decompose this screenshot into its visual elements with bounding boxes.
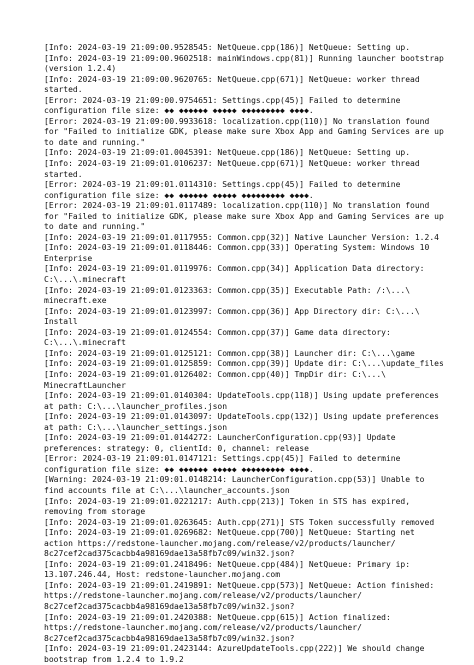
- log-line: [Info: 2024-03-19 21:09:01.2419891: NetQueue.cpp(573)] NetQueue: Action finished:: [44, 580, 435, 590]
- log-line: [Error: 2024-03-19 21:09:01.0117489: localization.cpp(110)] No translation found: [44, 201, 430, 211]
- log-line: preferences: strategy: 0, clientId: 0, channel: release: [44, 443, 309, 453]
- log-line: [Error: 2024-03-19 21:09:00.9754651: Settings.cpp(45)] Failed to determine: [44, 95, 401, 105]
- log-line: started.: [44, 169, 83, 179]
- log-line: configuration file size: ◆◆ ◆◆◆◆◆◆ ◆◆◆◆◆ ◆◆◆◆◆◆◆◆◆ ◆◆◆◆.: [44, 106, 314, 116]
- log-line: find accounts file at C:\...\launcher_accounts.json: [44, 485, 290, 495]
- log-line: [Info: 2024-03-19 21:09:01.0144272: LauncherConfiguration.cpp(93)] Update: [44, 433, 396, 443]
- log-line: [Info: 2024-03-19 21:09:00.9602518: mainWindows.cpp(81)] Running launcher bootstrap: [44, 53, 444, 63]
- log-line: [Info: 2024-03-19 21:09:01.0045391: NetQueue.cpp(186)] NetQueue: Setting up.: [44, 148, 411, 158]
- log-line: configuration file size: ◆◆ ◆◆◆◆◆◆ ◆◆◆◆◆ ◆◆◆◆◆◆◆◆◆ ◆◆◆◆.: [44, 190, 314, 200]
- log-line: removing from storage: [44, 507, 146, 517]
- log-line: started.: [44, 85, 83, 95]
- log-line: for "Failed to initialize GDK, please make sure Xbox App and Gaming Services are up: [44, 211, 444, 221]
- log-line: [Info: 2024-03-19 21:09:01.0140304: UpdateTools.cpp(118)] Using update preferences: [44, 391, 439, 401]
- log-line: [Info: 2024-03-19 21:09:01.0123997: Common.cpp(36)] App Directory dir: C:\...\: [44, 306, 420, 316]
- log-line: [Info: 2024-03-19 21:09:01.0125121: Common.cpp(38)] Launcher dir: C:\...\game: [44, 348, 415, 358]
- log-line: at path: C:\...\launcher_profiles.json: [44, 401, 228, 411]
- log-line: [Info: 2024-03-19 21:09:01.2420388: NetQueue.cpp(615)] Action finalized:: [44, 612, 391, 622]
- log-line: [Warning: 2024-03-19 21:09:01.0148214: LauncherConfiguration.cpp(53)] Unable to: [44, 475, 425, 485]
- log-line: 13.107.246.44, Host: redstone-launcher.mojang.com: [44, 570, 281, 580]
- log-line: [Info: 2024-03-19 21:09:01.0118446: Common.cpp(33)] Operating System: Windows 10: [44, 243, 430, 253]
- log-line: [Info: 2024-03-19 21:09:01.0123363: Common.cpp(35)] Executable Path: /:\...\: [44, 285, 411, 295]
- log-line: 8c27cef2cad375cacbb4a98169dae13a58fb7c09/win32.json?: [44, 549, 295, 559]
- log-line: [Error: 2024-03-19 21:09:01.0114310: Settings.cpp(45)] Failed to determine: [44, 180, 401, 190]
- log-line: [Info: 2024-03-19 21:09:01.0117955: Common.cpp(32)] Native Launcher Version: 1.2.4: [44, 232, 439, 242]
- log-line: for "Failed to initialize GDK, please make sure Xbox App and Gaming Services are up: [44, 127, 444, 137]
- log-line: [Info: 2024-03-19 21:09:00.9528545: NetQueue.cpp(186)] NetQueue: Setting up.: [44, 43, 411, 52]
- log-line: configuration file size: ◆◆ ◆◆◆◆◆◆ ◆◆◆◆◆ ◆◆◆◆◆◆◆◆◆ ◆◆◆◆.: [44, 464, 314, 474]
- log-line: https://redstone-launcher.mojang.com/release/v2/products/launcher/: [44, 623, 362, 633]
- log-line: at path: C:\...\launcher_settings.json: [44, 422, 228, 432]
- log-line: [Error: 2024-03-19 21:09:01.0147121: Settings.cpp(45)] Failed to determine: [44, 454, 401, 464]
- log-line: C:\...\.minecraft: [44, 338, 126, 348]
- log-line: minecraft.exe: [44, 296, 107, 306]
- log-line: Install: [44, 317, 78, 327]
- log-line: (version 1.2.4): [44, 64, 117, 74]
- log-line: [Info: 2024-03-19 21:09:01.0269682: NetQueue.cpp(700)] NetQueue: Starting net: [44, 528, 415, 538]
- log-line: 8c27cef2cad375cacbb4a98169dae13a58fb7c09/win32.json?: [44, 601, 295, 611]
- log-line: to date and running.": [44, 137, 146, 147]
- log-line: [Info: 2024-03-19 21:09:01.0143097: UpdateTools.cpp(132)] Using update preferences: [44, 412, 439, 422]
- log-line: [Info: 2024-03-19 21:09:01.0125859: Common.cpp(39)] Update dir: C:\...\update_files: [44, 359, 444, 369]
- log-line: [Info: 2024-03-19 21:09:01.0119976: Common.cpp(34)] Application Data directory:: [44, 264, 425, 274]
- log-line: 8c27cef2cad375cacbb4a98169dae13a58fb7c09/win32.json?: [44, 633, 295, 643]
- log-line: to date and running.": [44, 222, 146, 232]
- log-line: [Error: 2024-03-19 21:09:00.9933618: localization.cpp(110)] No translation found: [44, 116, 430, 126]
- log-line: action https://redstone-launcher.mojang.com/release/v2/products/launcher/: [44, 538, 396, 548]
- log-line: [Info: 2024-03-19 21:09:01.0263645: Auth.cpp(271)] STS Token successfully removed: [44, 517, 435, 527]
- log-line: Enterprise: [44, 253, 93, 263]
- log-line: C:\...\.minecraft: [44, 275, 126, 285]
- log-line: [Info: 2024-03-19 21:09:01.2423144: AzureUpdateTools.cpp(222)] We should change: [44, 644, 425, 654]
- log-line: [Info: 2024-03-19 21:09:00.9620765: NetQueue.cpp(671)] NetQueue: worker thread: [44, 74, 420, 84]
- log-line: bootstrap from 1.2.4 to 1.9.2: [44, 654, 184, 664]
- log-line: [Info: 2024-03-19 21:09:01.2418496: NetQueue.cpp(484)] NetQueue: Primary ip:: [44, 559, 411, 569]
- log-text: [44, 43, 464, 665]
- log-line: [Info: 2024-03-19 21:09:01.0221217: Auth.cpp(213)] Token in STS has expired,: [44, 496, 411, 506]
- log-line: https://redstone-launcher.mojang.com/release/v2/products/launcher/: [44, 591, 362, 601]
- log-line: MinecraftLauncher: [44, 380, 126, 390]
- log-line: [Info: 2024-03-19 21:09:01.0124554: Common.cpp(37)] Game data directory:: [44, 327, 391, 337]
- log-line: [Info: 2024-03-19 21:09:01.0126402: Common.cpp(40)] TmpDir dir: C:\...\: [44, 369, 386, 379]
- log-line: [Info: 2024-03-19 21:09:01.0106237: NetQueue.cpp(671)] NetQueue: worker thread: [44, 159, 420, 169]
